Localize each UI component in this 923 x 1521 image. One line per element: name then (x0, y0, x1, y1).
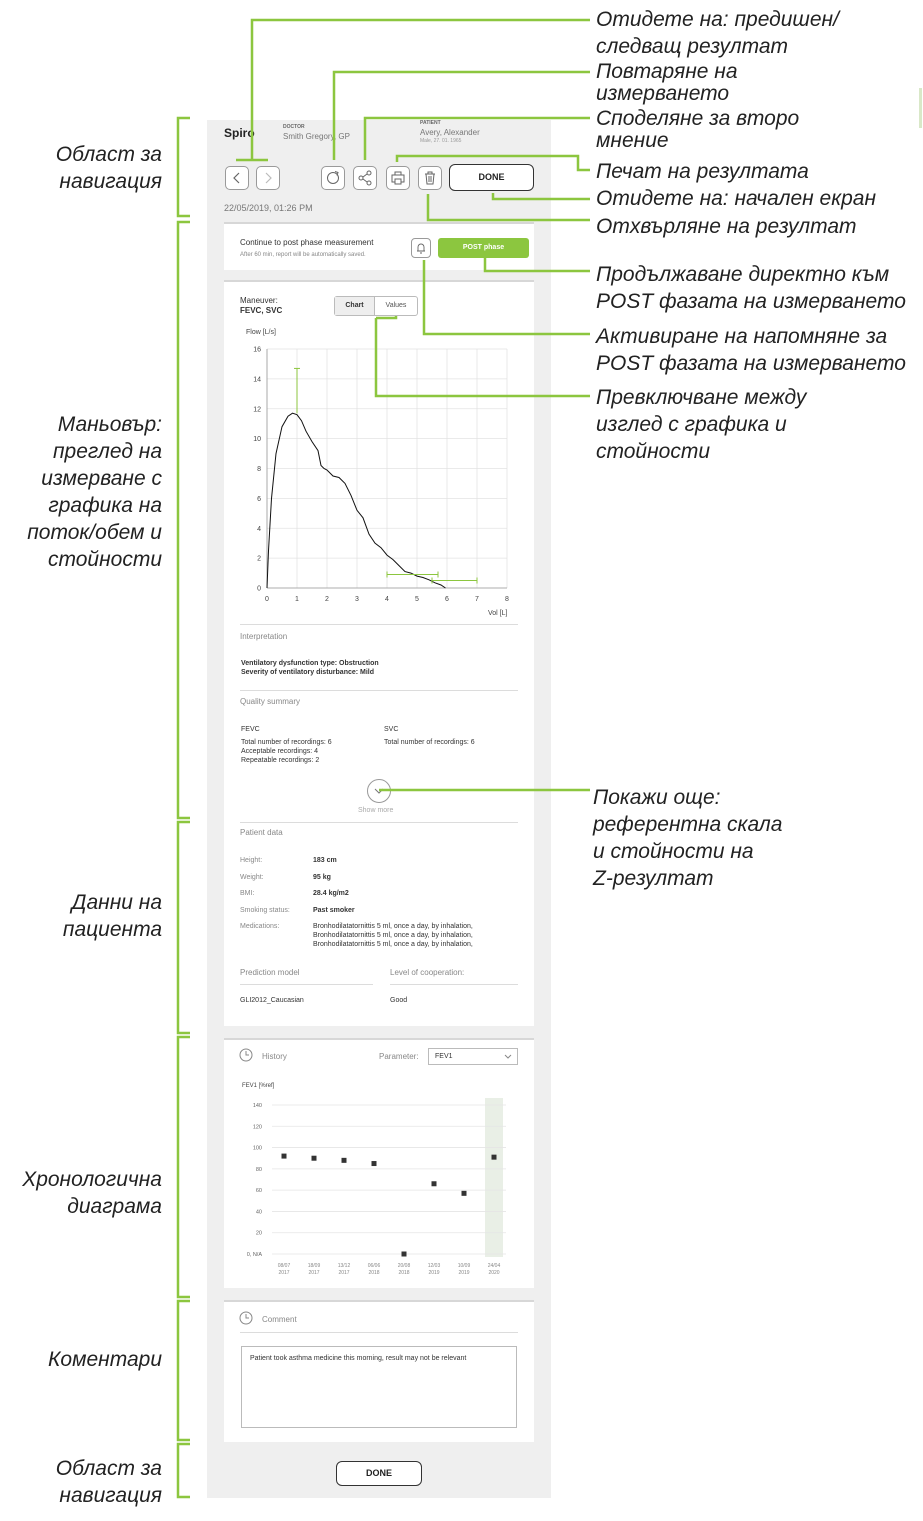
x-tick-label: 20/08 (397, 1263, 411, 1269)
patient-data-title: Patient data (240, 828, 283, 837)
tab-values[interactable]: Values (385, 302, 407, 309)
prediction-model-label: Prediction model (240, 968, 300, 977)
bmi-value: 28.4 kg/m2 (313, 890, 349, 897)
x-tick-label: 12/03 (427, 1263, 441, 1269)
y-tick-label: 6 (257, 495, 261, 503)
y-tick-label: 140 (252, 1103, 262, 1109)
x-tick-label: 1 (295, 596, 299, 603)
x-tick-label: 2018 (368, 1270, 380, 1276)
post-card-note: After 60 min, report will be automatically saved. (240, 252, 366, 258)
label-repeat: Повтаряне на измерването (596, 60, 738, 105)
label-nav-area-bottom: Област за навигация (55, 1457, 162, 1507)
medications-label: Medications: (240, 923, 280, 930)
smoking-value: Past smoker (313, 907, 355, 914)
x-tick-label: 2020 (488, 1270, 500, 1276)
interpretation-type: Ventilatory dysfunction type: Obstruction (241, 660, 379, 667)
y-tick-label: 10 (253, 436, 261, 444)
x-tick-label: 3 (355, 596, 359, 603)
svc-total: Total number of recordings: 6 (384, 739, 475, 746)
line-toggle (376, 316, 590, 396)
line-share (365, 118, 590, 160)
label-comments: Коментари (48, 1348, 162, 1371)
y-tick-label: 100 (252, 1145, 262, 1152)
y-tick-label: 80 (255, 1166, 262, 1173)
label-print: Печат на резултата (596, 160, 809, 183)
x-tick-label: 4 (385, 596, 389, 603)
cooperation-label: Level of cooperation: (390, 968, 465, 977)
line-nav (236, 20, 590, 160)
edge-mark (919, 88, 922, 128)
x-tick-label: 2 (325, 596, 329, 603)
tab-chart[interactable]: Chart (335, 297, 374, 315)
maneuver-label: Maneuver: (240, 296, 278, 305)
medication-item: Bronhodilatatornittis 5 ml, once a day, by inhalation, (313, 923, 473, 930)
app-name: Spiro (224, 126, 255, 140)
fevc-acceptable: Acceptable recordings: 4 (241, 748, 319, 755)
flow-axis-label: Flow [L/s] (246, 329, 276, 336)
label-patient-data: Данни на пациента (62, 891, 162, 941)
quality-title: Quality summary (240, 697, 301, 706)
x-tick-label: 2017 (278, 1270, 290, 1276)
patient-label: PATIENT (420, 120, 441, 126)
y-tick-label: 120 (252, 1124, 262, 1131)
x-tick-label: 13/12 (337, 1263, 351, 1269)
x-tick-label: 7 (475, 596, 479, 603)
x-tick-label: 2019 (428, 1270, 440, 1276)
label-show-more: Покажи още: референтна скала и стойности на Z-резултат (593, 786, 783, 890)
volume-axis-label: Vol [L] (488, 610, 508, 617)
show-more-label: Show more (358, 807, 394, 814)
y-tick-label: 20 (255, 1230, 262, 1237)
x-tick-label: 2019 (458, 1270, 470, 1276)
label-timeline: Хронологична диаграма (22, 1168, 162, 1218)
patient-info: Male, 27. 01. 1965 (420, 138, 462, 144)
label-toggle: Превключване между изглед с графика и стойности (596, 386, 807, 463)
parameter-value: FEV1 (435, 1053, 453, 1060)
x-tick-label: 10/09 (457, 1263, 471, 1269)
doctor-name: Smith Gregory, GP (283, 132, 350, 141)
label-nav-results: Отидете на: предишен/ следващ резултат (596, 8, 839, 58)
x-tick-label: 2018 (398, 1270, 410, 1276)
y-tick-label: 4 (257, 525, 261, 533)
parameter-label: Parameter: (379, 1052, 419, 1061)
line-print (397, 156, 590, 170)
y-tick-label: 2 (257, 555, 261, 563)
label-reminder: Активиране на напомняне за POST фазата на измерването (596, 325, 906, 375)
x-tick-label: 2017 (308, 1270, 320, 1276)
x-tick-label: 24/04 (487, 1263, 501, 1269)
x-tick-label: 8 (505, 596, 509, 603)
height-value: 183 cm (313, 857, 337, 864)
label-discard: Отхвърляне на резултат (596, 215, 857, 238)
x-tick-label: 0 (265, 596, 269, 603)
y-tick-label: 0 (257, 585, 261, 593)
fevc-total: Total number of recordings: 6 (241, 739, 332, 746)
medication-item: Bronhodilatatornittis 5 ml, once a day, by inhalation, (313, 941, 473, 948)
label-share: Споделяне за второ мнение (596, 107, 800, 152)
y-tick-label: 12 (253, 406, 261, 414)
weight-label: Weight: (240, 874, 264, 881)
label-post: Продължаване директно към POST фазата на измерването (596, 263, 906, 313)
done-button-top[interactable]: DONE (449, 164, 534, 191)
y-tick-label: 60 (255, 1188, 262, 1195)
bmi-label: BMI: (240, 890, 255, 897)
fevc-title: FEVC (241, 726, 260, 733)
line-home (493, 193, 590, 199)
measurement-datetime: 22/05/2019, 01:26 PM (224, 203, 313, 213)
doctor-label: DOCTOR (283, 124, 305, 130)
y-tick-label: 14 (253, 376, 261, 384)
y-tick-label: 8 (257, 466, 261, 473)
x-tick-label: 5 (415, 596, 419, 603)
patient-name: Avery, Alexander (420, 128, 480, 137)
x-tick-label: 6 (445, 596, 449, 603)
y-tick-label: 40 (255, 1209, 262, 1216)
x-tick-label: 2017 (338, 1270, 350, 1276)
label-maneuver: Маньовър: преглед на измерване с графика на поток/обем и стойности (27, 413, 162, 571)
history-axis-label: FEV1 [%ref] (242, 1083, 275, 1089)
post-phase-button[interactable]: POST phase (438, 238, 529, 258)
medication-item: Bronhodilatatornittis 5 ml, once a day, by inhalation, (313, 932, 473, 939)
y-tick-label: 16 (253, 346, 261, 354)
height-label: Height: (240, 857, 263, 864)
history-title: History (262, 1052, 287, 1061)
x-tick-label: 06/06 (367, 1263, 381, 1269)
done-button-bottom[interactable]: DONE (336, 1461, 422, 1486)
x-tick-label: 08/07 (277, 1263, 291, 1269)
x-tick-label: 18/09 (307, 1263, 321, 1269)
cooperation-value: Good (390, 997, 408, 1004)
line-repeat (334, 72, 590, 160)
interpretation-severity: Severity of ventilatory disturbance: Mild (241, 669, 375, 676)
interpretation-title: Interpretation (240, 632, 288, 641)
fevc-repeatable: Repeatable recordings: 2 (241, 757, 320, 764)
prediction-model-value: GLI2012_Caucasian (240, 997, 304, 1004)
line-post (485, 258, 590, 271)
label-home: Отидете на: начален екран (596, 187, 877, 210)
maneuver-value: FEVC, SVC (240, 306, 283, 315)
comment-title: Comment (262, 1315, 297, 1324)
post-card-title: Continue to post phase measurement (240, 238, 374, 247)
y-tick-label: 0, N/A (246, 1252, 262, 1258)
comment-text: Patient took asthma medicine this morning, result may not be relevant (250, 1355, 467, 1362)
smoking-label: Smoking status: (240, 907, 290, 914)
weight-value: 95 kg (313, 874, 331, 881)
svc-title: SVC (384, 726, 399, 733)
label-nav-area-top: Област за навигация (55, 143, 162, 193)
